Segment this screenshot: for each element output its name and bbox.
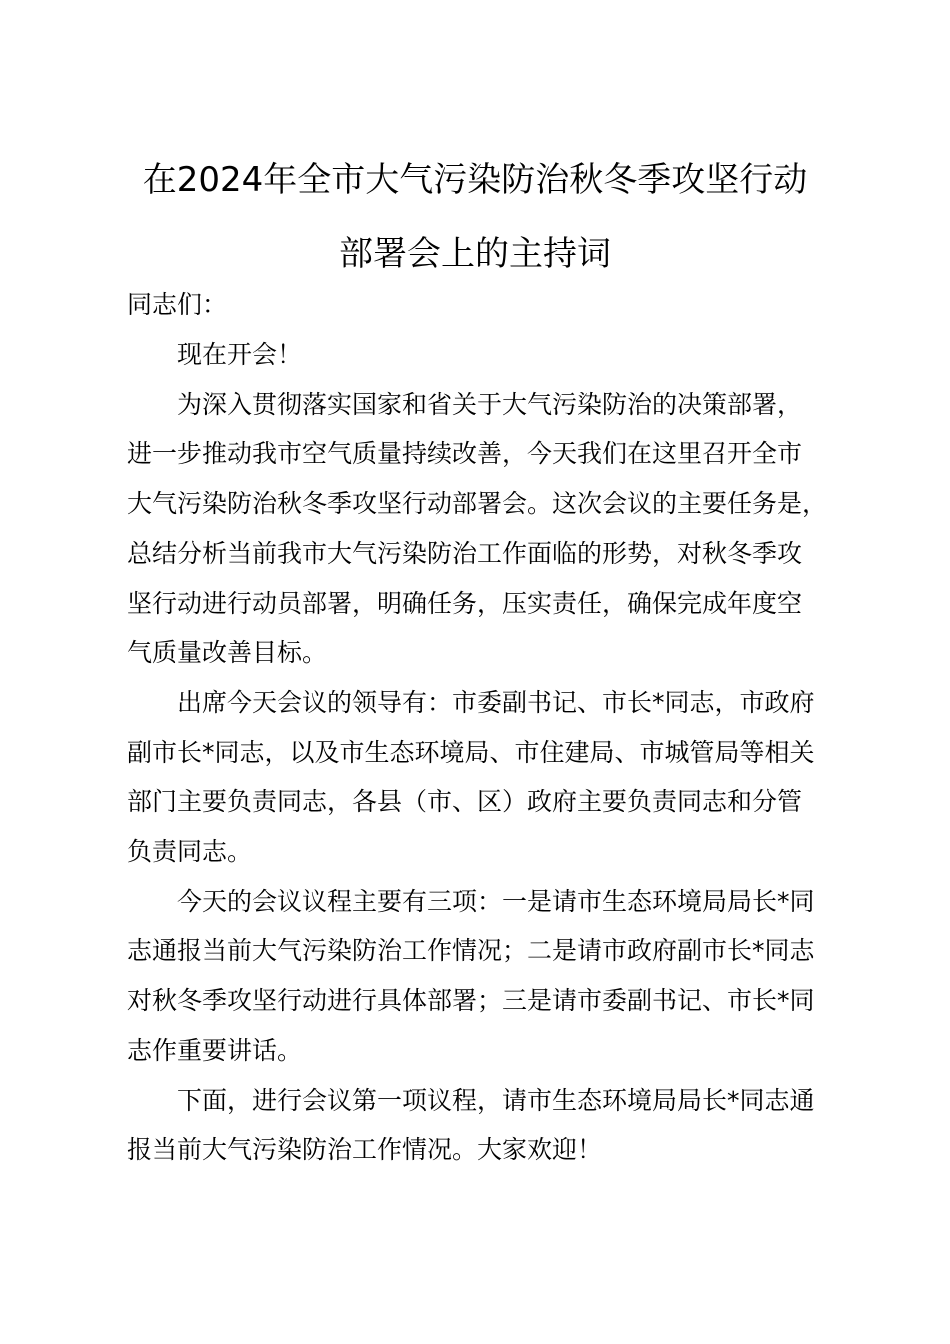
paragraph-line: 气质量改善目标。 xyxy=(127,638,328,667)
paragraph-line: 报当前大气污染防治工作情况。大家欢迎！ xyxy=(127,1135,603,1164)
paragraph-line: 对秋冬季攻坚行动进行具体部署；三是请市委副书记、市长*同 xyxy=(127,986,815,1015)
paragraph-line: 下面，进行会议第一项议程，请市生态环境局局长*同志通 xyxy=(177,1086,815,1115)
paragraph-line: 出席今天会议的领导有：市委副书记、市长*同志，市政府 xyxy=(177,688,815,717)
paragraph-line: 志通报当前大气污染防治工作情况；二是请市政府副市长*同志 xyxy=(127,936,815,965)
paragraph-line: 进一步推动我市空气质量持续改善，今天我们在这里召开全市 xyxy=(127,439,803,468)
document-title-line-1: 在2024年全市大气污染防治秋冬季攻坚行动 xyxy=(142,160,808,200)
paragraph-line: 现在开会！ xyxy=(177,340,303,369)
paragraph-line: 志作重要讲话。 xyxy=(127,1036,303,1065)
paragraph-line: 负责同志。 xyxy=(127,837,253,866)
paragraph-line: 总结分析当前我市大气污染防治工作面临的形势，对秋冬季攻 xyxy=(127,539,803,568)
paragraph-line: 部门主要负责同志，各县（市、区）政府主要负责同志和分管 xyxy=(127,787,803,816)
paragraph-line: 大气污染防治秋冬季攻坚行动部署会。这次会议的主要任务是， xyxy=(127,489,828,518)
salutation: 同志们： xyxy=(127,290,228,319)
document-title-line-2: 部署会上的主持词 xyxy=(339,234,611,274)
paragraph-line: 为深入贯彻落实国家和省关于大气污染防治的决策部署， xyxy=(177,390,803,419)
paragraph-line: 今天的会议议程主要有三项：一是请市生态环境局局长*同 xyxy=(177,887,815,916)
paragraph-line: 副市长*同志，以及市生态环境局、市住建局、市城管局等相关 xyxy=(127,738,815,767)
paragraph-line: 坚行动进行动员部署，明确任务，压实责任，确保完成年度空 xyxy=(127,589,803,618)
